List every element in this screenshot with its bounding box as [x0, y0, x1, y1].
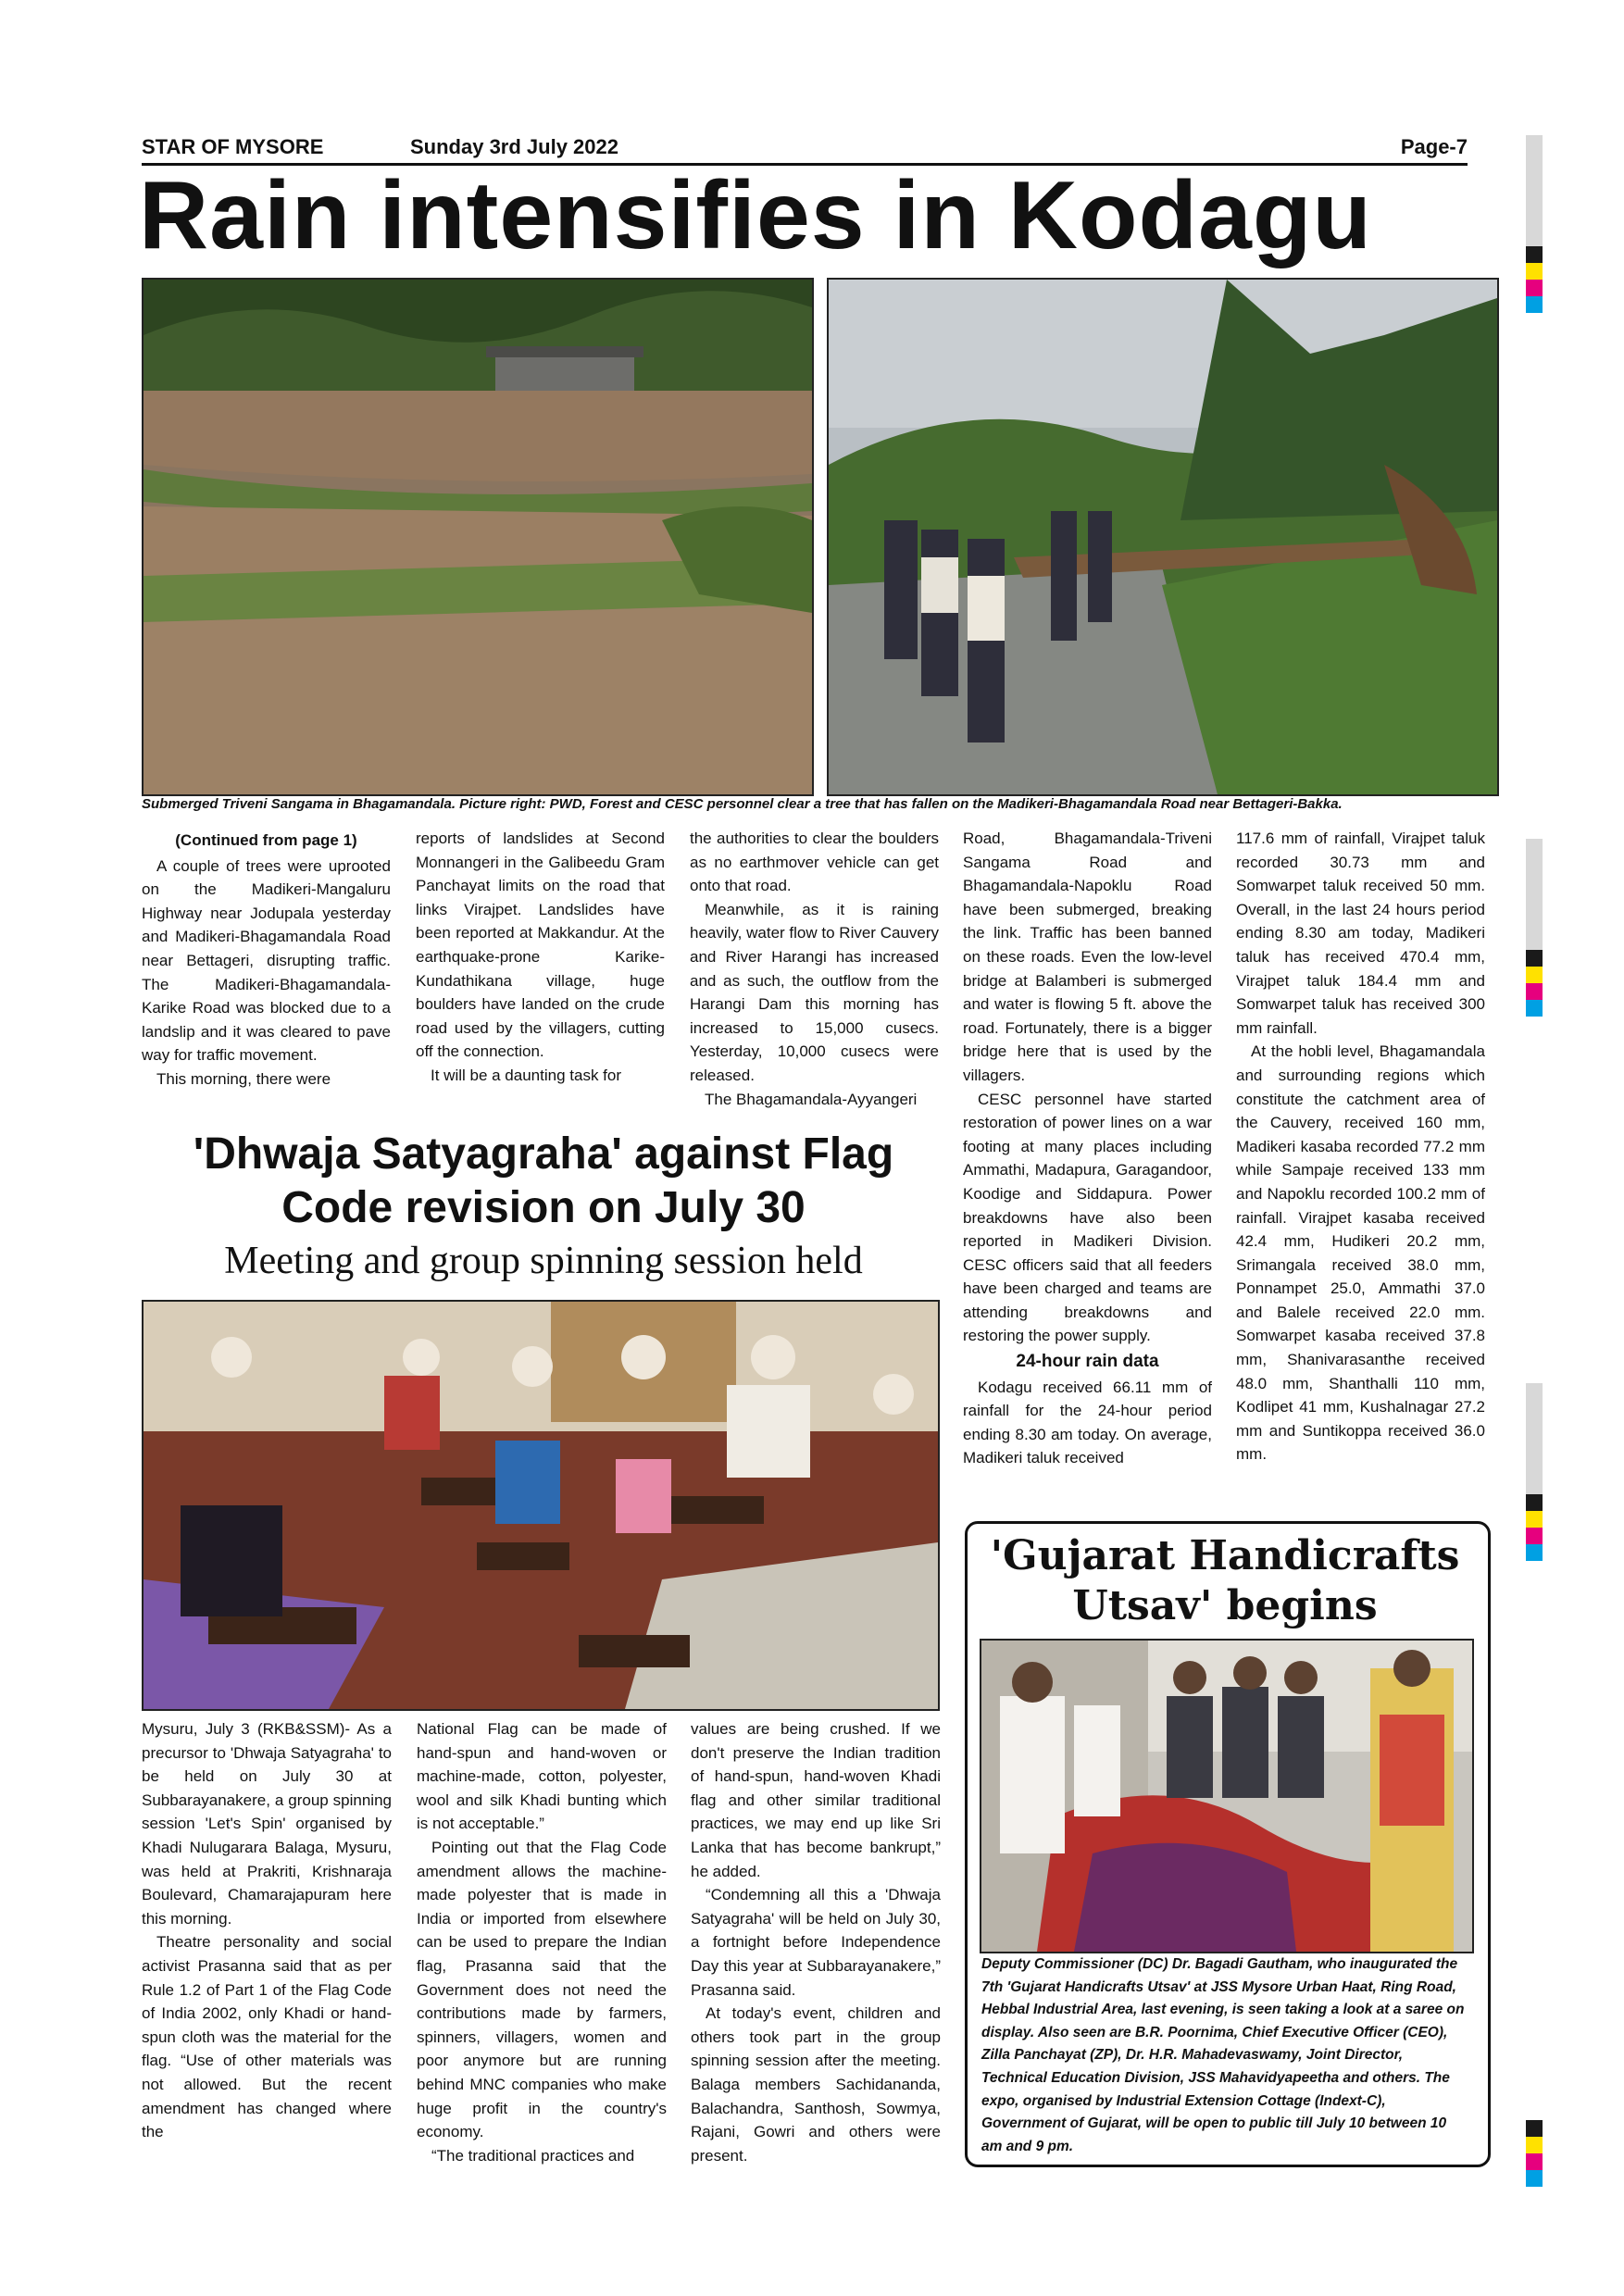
story1-col3-para-1: the authorities to clear the boulders as no earthmover vehicle can get onto that road.	[690, 830, 939, 895]
masthead	[142, 135, 1468, 163]
rain-data-subhead: 24-hour rain data	[1016, 1352, 1159, 1372]
story2-headline-line-1: 'Dhwaja Satyagraha' against Flag	[193, 1129, 894, 1179]
main-headline: Rain intensifies in Kodagu	[139, 162, 1372, 269]
submerged-triveni-sangama-photo	[142, 278, 814, 796]
story1-column-3	[690, 827, 939, 1111]
story3-headline-line-2: Utsav' begins	[1072, 1582, 1378, 1629]
story1-col4-para-1: Road, Bhagamandala-Triveni Sangama Road and Bhagamandala-Napoklu Road have been submerged, breaking the link. Traffic has been banned on these roads. Even the low-level bridge at Balamberi is submerged and water is flowing 5 ft. above the road. Fortunately, there is a bigger bridge here that is used by the villagers.	[963, 830, 1212, 1084]
story1-col5-para-1: 117.6 mm of rainfall, Virajpet taluk recorded 30.73 mm and Somwarpet taluk received 50 mm. Overall, in the last 24 hours period ending 8.30 am today, Madikeri taluk has received 470.4 mm, Virajpet taluk 184.4 mm and Somwarpet taluk has received 300 mm rainfall.	[1236, 830, 1485, 1037]
story1-photo-caption: Submerged Triveni Sangama in Bhagamandala. Picture right: PWD, Forest and CESC personnel clear a tree that has fallen on the Madikeri-Bhagamandala Road near Bettageri-Bakka.	[142, 796, 1343, 812]
story3-photo-caption: Deputy Commissioner (DC) Dr. Bagadi Gautham, who inaugurated the 7th 'Gujarat Handicrafts Utsav' at JSS Mysore Urban Haat, Ring Road, Hebbal Industrial Area, last evening, is seen taking a look at a saree on display. Also seen are B.R. Poornima, Chief Executive Officer (CEO), Zilla Panchayat (ZP), Dr. H.R. Mahadevaswamy, Joint Director, Technical Education Division, JSS Mahavidyapeetha and others. The expo, organised by Industrial Extension Cottage (Indext-C), Government of Gujarat, will be open to public till July 10 between 10 am and 9 pm.	[981, 1956, 1465, 2154]
story1-col1-para-2: This morning, there were	[156, 1069, 331, 1088]
saree-display-inauguration-photo	[980, 1639, 1474, 1953]
page-number: Page-7	[1400, 135, 1468, 158]
fallen-tree-road-photo	[827, 278, 1499, 796]
story2-col1-para-1: Mysuru, July 3 (RKB&SSM)- As a precursor to 'Dhwaja Satyagraha' to be held on July 30 at Subbarayanakere, a group spinning session 'Let's Spin' organised by Khadi Nulugarara Balaga, Mysuru, was held at Prakriti, Krishnaraja Boulevard, Chamarajapuram here this morning.	[142, 1720, 392, 1928]
continued-from-label: (Continued from page 1)	[175, 831, 357, 849]
story2-deck: Meeting and group spinning session held	[224, 1240, 863, 1282]
story2-column-3	[691, 1717, 941, 2167]
issue-date: Sunday 3rd July 2022	[410, 135, 618, 158]
story2-headline	[142, 1128, 945, 1235]
registration-bar-1	[1526, 135, 1543, 313]
story1-col4-para-2: CESC personnel have started restoration of power lines on a war footing at many places including Ammathi, Madapura, Garagandoor, Koodige and Siddapura. Power breakdowns have also been reported in Madikeri Division. CESC officers said that all feeders have been charged and teams are attending breakdowns and restoring the power supply.	[963, 1090, 1212, 1345]
paper-name: STAR OF MYSORE	[142, 135, 324, 158]
story2-col3-para-1: values are being crushed. If we don't preserve the Indian tradition of hand-spun, hand-woven Khadi flag and other similar traditional practices, we may end up like Sri Lanka that has become bankrupt,” he added.	[691, 1720, 941, 1880]
story1-col2-para-2: It will be a daunting task for	[431, 1066, 622, 1084]
story2-headline-line-2: Code revision on July 30	[281, 1183, 806, 1232]
story3-headline	[972, 1531, 1478, 1631]
registration-bar-4	[1526, 2120, 1543, 2187]
story1-column-5	[1236, 827, 1485, 1466]
story1-col4-para-3: Kodagu received 66.11 mm of rainfall for the 24-hour period ending 8.30 am today. On average, Madikeri taluk received	[963, 1378, 1212, 1467]
story1-col1-para-1: A couple of trees were uprooted on the Madikeri-Mangaluru Highway near Jodupala yesterday and Madikeri-Bhagamandala Road near Bettageri, disrupting traffic. The Madikeri-Bhagamandala-Karike Road was blocked due to a landslip and it was cleared to pave way for traffic movement.	[142, 856, 391, 1065]
story1-col3-para-3: The Bhagamandala-Ayyangeri	[705, 1090, 918, 1108]
registration-bar-2	[1526, 839, 1543, 1017]
story2-col2-para-3: “The traditional practices and	[431, 2146, 635, 2165]
group-spinning-session-photo	[142, 1300, 940, 1711]
story2-col2-para-1: National Flag can be made of hand-spun and hand-woven or machine-made, cotton, polyester, wool and silk Khadi bunting which is not acceptable.”	[417, 1720, 667, 1833]
story1-column-1	[142, 827, 391, 1092]
story2-col3-para-3: At today's event, children and others took part in the group spinning session after the meeting. Balaga members Sachidananda, Balachandra, Santhosh, Sowmya, Rajani, Gowri and others were present.	[691, 2004, 941, 2165]
story1-col5-para-2: At the hobli level, Bhagamandala and surrounding regions which constitute the catchment area of the Cauvery, received 160 mm, Madikeri kasaba recorded 77.2 mm while Sampaje received 133 mm and Napoklu recorded 100.2 mm of rainfall. Virajpet kasaba received 42.4 mm, Hudikeri 20.2 mm, Srimangala received 38.0 mm, Ponnampet 25.0, Ammathi 37.0 and Balele received 22.0 mm. Somwarpet kasaba received 37.8 mm, Shanivarasanthe received 48.0 mm, Shanthalli 110 mm, Kodlipet 41 mm, Kushalnagar 27.2 mm and Suntikoppa received 36.0 mm.	[1236, 1042, 1485, 1464]
story1-column-2	[416, 827, 665, 1088]
story2-col3-para-2: “Condemning all this a 'Dhwaja Satyagraha' will be held on July 30, a fortnight before Independence Day this year at Subbarayanakere,” Prasanna said.	[691, 1886, 941, 1999]
story1-col2-para-1: reports of landslides at Second Monnangeri in the Galibeedu Gram Panchayat limits on the road that links Virajpet. Landslides have been reported at Makkandur. At the earthquake-prone Karike-Kundathikana village, huge boulders have landed on the crude road used by the villagers, cutting off the connection.	[416, 830, 665, 1061]
story2-col2-para-2: Pointing out that the Flag Code amendment allows the machine-made polyester that is made in India or imported from elsewhere can be used to prepare the Indian flag, Prasanna said that the Government does not need the contributions made by farmers, spinners, villagers, women and poor anymore but are running behind MNC companies who make huge profit in the country's economy.	[417, 1838, 667, 2141]
story1-column-4	[963, 827, 1212, 1470]
story1-col3-para-2: Meanwhile, as it is raining heavily, water flow to River Cauvery and River Harangi has increased and as such, the outflow from the Harangi Dam this morning has increased to 15,000 cusecs. Yesterday, 10,000 cusecs were released.	[690, 900, 939, 1084]
registration-bar-3	[1526, 1383, 1543, 1561]
story3-headline-line-1: 'Gujarat Handicrafts	[990, 1532, 1460, 1579]
story2-column-1	[142, 1717, 392, 2144]
story2-column-2	[417, 1717, 667, 2167]
story2-col1-para-2: Theatre personality and social activist Prasanna said that as per Rule 1.2 of Part 1 of the Flag Code of India 2002, only Khadi or hand-spun cloth was the material for the flag. “Use of other materials was not allowed. But the recent amendment has changed where the	[142, 1933, 392, 2141]
